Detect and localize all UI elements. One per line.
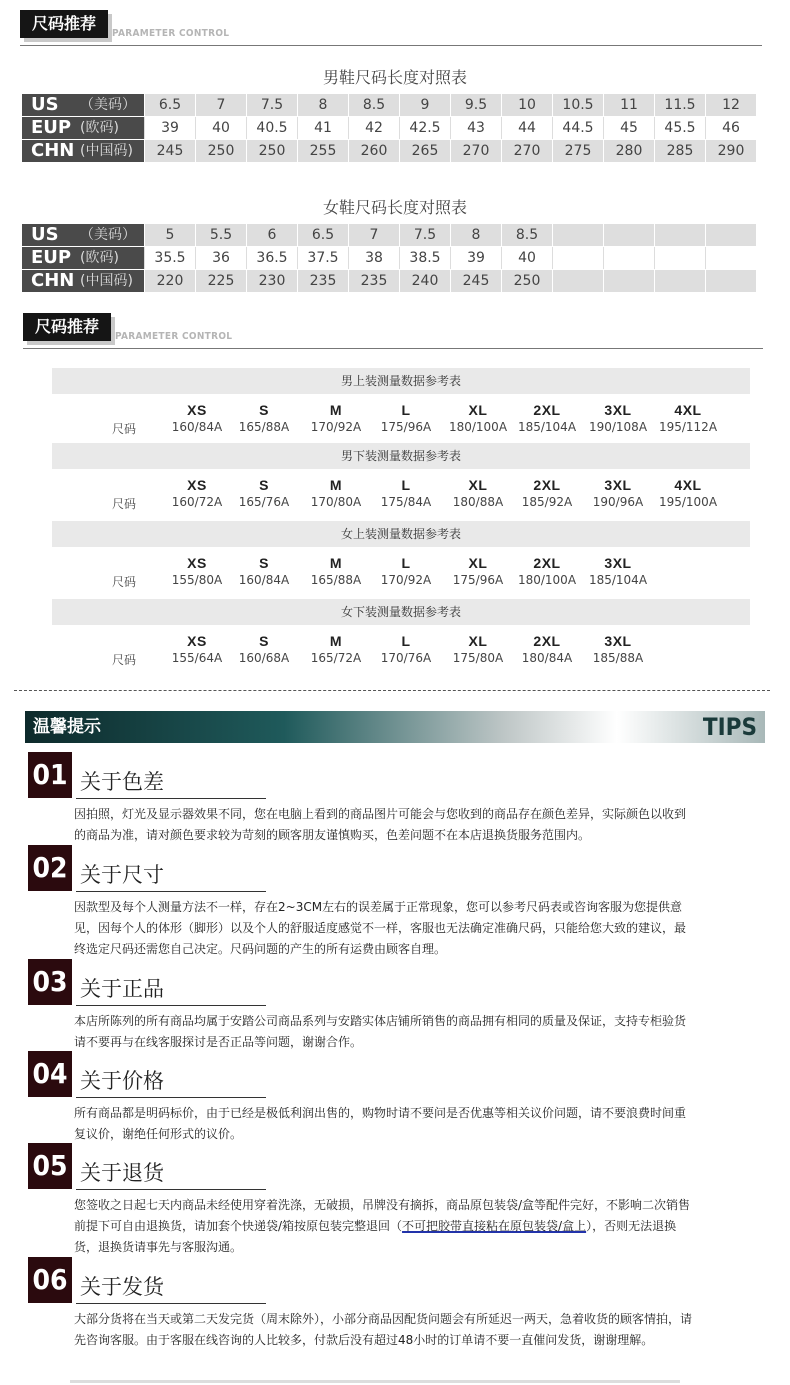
- size-column: [507, 477, 587, 509]
- shoe-row-us: [22, 224, 756, 247]
- women-shoe-table: [22, 224, 756, 293]
- cell: 42.5: [399, 117, 450, 139]
- tip-text: 大部分货将在当天或第二天发完货（周末除外），小部分商品因配货问题会有所延迟一两天，急着收货的顾客情拍，请先咨询客服。由于客服在线咨询的人比较多，付款后没有超过48小时的订单请不要一直催问发货，谢谢理解。: [74, 1312, 693, 1347]
- size-label: M: [329, 477, 343, 493]
- size-label: XL: [468, 402, 488, 418]
- men-shoe-title: 男鞋尺码长度对照表: [322, 68, 467, 87]
- size-measurement: 190/96A: [592, 495, 644, 509]
- size-measurement: 170/80A: [310, 495, 362, 509]
- size-row-label: 尺码: [112, 575, 137, 589]
- clothing-table-body: [52, 625, 750, 677]
- tip-underline: [76, 798, 266, 799]
- cell: 250: [195, 140, 246, 162]
- tip-heading: 关于发货: [80, 1275, 164, 1299]
- cell: 225: [195, 270, 246, 292]
- cell: [654, 270, 705, 292]
- size-measurement: 160/84A: [238, 573, 290, 587]
- men-shoe-table: [22, 94, 756, 163]
- tip-text-part: ），否则无法退换货，退换货请事先与客服沟通。: [74, 1219, 677, 1254]
- cell: 45: [603, 117, 654, 139]
- size-measurement: 165/72A: [310, 651, 362, 665]
- row-label: EUP (欧码): [22, 117, 144, 139]
- cell: 8.5: [348, 94, 399, 116]
- size-measurement: 160/84A: [171, 420, 223, 434]
- size-label: S: [259, 402, 269, 418]
- size-label: 3XL: [604, 402, 632, 418]
- size-label: 4XL: [674, 477, 702, 493]
- size-column: [224, 402, 304, 434]
- clothing-table-men-top: [52, 368, 750, 446]
- size-measurement: 180/84A: [521, 651, 573, 665]
- size-label: M: [329, 402, 343, 418]
- cell: 220: [144, 270, 195, 292]
- size-label: 4XL: [674, 402, 702, 418]
- tip-number: 04: [28, 1051, 72, 1097]
- size-column: [296, 555, 376, 587]
- size-column: [438, 633, 518, 665]
- tip-underline: [76, 1097, 266, 1098]
- cell: 43: [450, 117, 501, 139]
- cell: 9.5: [450, 94, 501, 116]
- tips-banner: [25, 711, 765, 743]
- row-cells: [144, 270, 756, 292]
- row-cells: [144, 224, 756, 246]
- size-measurement: 165/88A: [310, 573, 362, 587]
- cell: 10: [501, 94, 552, 116]
- size-column: [224, 633, 304, 665]
- shoe-row-eup: [22, 247, 756, 270]
- size-measurement: 175/96A: [380, 420, 432, 434]
- tip-number: 01: [28, 752, 72, 798]
- size-label: XS: [187, 555, 207, 571]
- size-column: [366, 633, 446, 665]
- cell: [552, 247, 603, 269]
- size-label: S: [259, 633, 269, 649]
- cell: 44: [501, 117, 552, 139]
- tip-text: 本店所陈列的所有商品均属于安踏公司商品系列与安踏实体店铺所销售的商品拥有相同的质量及保证，支持专柜验货请不要再与在线客服探讨是否正品等问题，谢谢合作。: [74, 1014, 687, 1049]
- tip-underline: [76, 891, 266, 892]
- section-header-clothing: [23, 313, 763, 349]
- cell: 9: [399, 94, 450, 116]
- size-label: L: [401, 402, 411, 418]
- cell: 240: [399, 270, 450, 292]
- tip-heading: 关于退货: [80, 1161, 164, 1185]
- cell: 10.5: [552, 94, 603, 116]
- row-cells: [144, 140, 756, 162]
- size-label: S: [259, 477, 269, 493]
- tip-number: 02: [28, 845, 72, 891]
- size-column: [438, 402, 518, 434]
- tip-underline: [76, 1189, 266, 1190]
- size-label: XS: [187, 477, 207, 493]
- size-label: M: [329, 555, 343, 571]
- section-badge: 尺码推荐: [20, 10, 108, 38]
- size-measurement: 160/72A: [171, 495, 223, 509]
- section-header-shoes: [20, 10, 762, 46]
- cell: 36: [195, 247, 246, 269]
- clothing-table-women-bottom: [52, 599, 750, 677]
- cell: 39: [144, 117, 195, 139]
- size-column: [224, 477, 304, 509]
- parameter-control-label: PARAMETER CONTROL: [115, 331, 233, 342]
- cell: 260: [348, 140, 399, 162]
- cell: 7: [348, 224, 399, 246]
- cell: 42: [348, 117, 399, 139]
- tips-en-label: TIPS: [702, 713, 757, 741]
- tip-heading: 关于尺寸: [80, 863, 164, 887]
- size-measurement: 180/100A: [448, 420, 508, 434]
- size-column: [438, 477, 518, 509]
- shoe-row-us: [22, 94, 756, 117]
- size-column: [366, 555, 446, 587]
- size-label: XL: [468, 555, 488, 571]
- tip-number: 03: [28, 959, 72, 1005]
- size-measurement: 165/76A: [238, 495, 290, 509]
- clothing-table-body: [52, 547, 750, 599]
- cell: [603, 247, 654, 269]
- size-measurement: 180/100A: [517, 573, 577, 587]
- cell: 8.5: [501, 224, 552, 246]
- tip-number: 06: [28, 1257, 72, 1303]
- cell: 290: [705, 140, 756, 162]
- cell: [603, 224, 654, 246]
- size-column: [224, 555, 304, 587]
- shoe-row-chn: [22, 140, 756, 163]
- size-measurement: 155/80A: [171, 573, 223, 587]
- tip-text: 因拍照，灯光及显示器效果不同，您在电脑上看到的商品图片可能会与您收到的商品存在颜色差异，实际颜色以收到的商品为准，请对颜色要求较为苛刻的顾客朋友谨慎购买，色差问题不在本店退换货服务范围内。: [74, 807, 687, 842]
- size-column: [578, 402, 658, 434]
- cell: 285: [654, 140, 705, 162]
- size-measurement: 160/68A: [238, 651, 290, 665]
- clothing-table-body: [52, 469, 750, 521]
- cell: [705, 270, 756, 292]
- cell: 44.5: [552, 117, 603, 139]
- tip-warning-underlined: 不可把胶带直接粘在原包装袋/盒上: [402, 1219, 587, 1233]
- tip-heading: 关于色差: [80, 770, 164, 794]
- size-measurement: 190/108A: [588, 420, 648, 434]
- size-row-label: 尺码: [112, 497, 137, 511]
- cell: 270: [501, 140, 552, 162]
- cell: 255: [297, 140, 348, 162]
- size-measurement: 175/96A: [452, 573, 504, 587]
- tip-heading: 关于价格: [80, 1069, 164, 1093]
- dashed-divider: [14, 690, 770, 691]
- cell: 245: [450, 270, 501, 292]
- cell: [603, 270, 654, 292]
- cell: 12: [705, 94, 756, 116]
- cell: 7: [195, 94, 246, 116]
- cell: 36.5: [246, 247, 297, 269]
- tip-underline: [76, 1303, 266, 1304]
- cell: 11.5: [654, 94, 705, 116]
- cell: 37.5: [297, 247, 348, 269]
- divider: [20, 45, 762, 46]
- cell: 40.5: [246, 117, 297, 139]
- clothing-table-title: 男上装测量数据参考表: [52, 368, 750, 394]
- clothing-table-body: [52, 394, 750, 446]
- tip-text-part: 您签收之日起七天内商品未经使用穿着洗涤，无破损，吊牌没有摘拆，商品原包装袋/盒等配件完好，不影响二次销售前提下可自由退换货，请加套个快递袋/箱按原包装完整退回（: [74, 1198, 691, 1233]
- cell: 250: [246, 140, 297, 162]
- cell: 235: [297, 270, 348, 292]
- row-label: CHN (中国码): [22, 270, 144, 292]
- cell: 270: [450, 140, 501, 162]
- cell: 8: [297, 94, 348, 116]
- size-label: 2XL: [533, 633, 561, 649]
- cell: 5.5: [195, 224, 246, 246]
- size-label: L: [401, 633, 411, 649]
- row-label: US （美码）: [22, 94, 144, 116]
- cell: 8: [450, 224, 501, 246]
- cell: [552, 270, 603, 292]
- size-column: [578, 477, 658, 509]
- size-label: XS: [187, 402, 207, 418]
- clothing-table-title: 女上装测量数据参考表: [52, 521, 750, 547]
- size-label: 2XL: [533, 402, 561, 418]
- size-column: [578, 555, 658, 587]
- cell: [705, 247, 756, 269]
- row-cells: [144, 94, 756, 116]
- size-label: 2XL: [533, 477, 561, 493]
- cell: 38: [348, 247, 399, 269]
- cell: 35.5: [144, 247, 195, 269]
- row-label: CHN (中国码): [22, 140, 144, 162]
- section-badge: 尺码推荐: [23, 313, 111, 341]
- size-column: [648, 477, 728, 509]
- cell: 6: [246, 224, 297, 246]
- size-label: XS: [187, 633, 207, 649]
- bottom-divider: [70, 1380, 680, 1383]
- row-label: US （美码）: [22, 224, 144, 246]
- clothing-table-men-bottom: [52, 443, 750, 521]
- cell: 280: [603, 140, 654, 162]
- size-measurement: 185/88A: [592, 651, 644, 665]
- tip-text: 因款型及每个人测量方法不一样，存在2~3CM左右的误差属于正常现象，您可以参考尺码表或咨询客服为您提供意见，因每个人的体形（脚形）以及个人的舒服适度感觉不一样，客服也无法确定准确尺码，只能给您大致的建议，最终选定尺码还需您自己决定。尺码问题的产生的所有运费由顾客自理。: [74, 900, 687, 956]
- row-label: EUP (欧码): [22, 247, 144, 269]
- size-column: [366, 477, 446, 509]
- size-column: [296, 402, 376, 434]
- cell: [552, 224, 603, 246]
- tip-underline: [76, 1005, 266, 1006]
- size-column: [507, 555, 587, 587]
- size-label: 3XL: [604, 555, 632, 571]
- cell: 7.5: [399, 224, 450, 246]
- size-measurement: 185/104A: [588, 573, 648, 587]
- clothing-table-women-top: [52, 521, 750, 599]
- cell: 6.5: [297, 224, 348, 246]
- size-measurement: 155/64A: [171, 651, 223, 665]
- cell: 250: [501, 270, 552, 292]
- cell: 5: [144, 224, 195, 246]
- cell: 41: [297, 117, 348, 139]
- tips-title: 温馨提示: [33, 717, 101, 737]
- size-label: XL: [468, 477, 488, 493]
- size-measurement: 185/92A: [521, 495, 573, 509]
- size-row-label: 尺码: [112, 653, 137, 667]
- size-column: [438, 555, 518, 587]
- size-column: [296, 477, 376, 509]
- size-measurement: 170/92A: [310, 420, 362, 434]
- tip-heading: 关于正品: [80, 977, 164, 1001]
- tip-text: [74, 1195, 694, 1258]
- row-cells: [144, 117, 756, 139]
- cell: 6.5: [144, 94, 195, 116]
- tip-text: 所有商品都是明码标价，由于已经是极低利润出售的，购物时请不要问是否优惠等相关议价问题，请不要浪费时间重复议价，谢绝任何形式的议价。: [74, 1106, 687, 1141]
- size-label: 2XL: [533, 555, 561, 571]
- size-label: M: [329, 633, 343, 649]
- size-measurement: 170/92A: [380, 573, 432, 587]
- shoe-row-eup: [22, 117, 756, 140]
- cell: 39: [450, 247, 501, 269]
- clothing-table-title: 男下装测量数据参考表: [52, 443, 750, 469]
- cell: 46: [705, 117, 756, 139]
- size-column: [648, 402, 728, 434]
- cell: 230: [246, 270, 297, 292]
- size-label: L: [401, 555, 411, 571]
- cell: 40: [501, 247, 552, 269]
- tip-number: 05: [28, 1143, 72, 1189]
- size-measurement: 185/104A: [517, 420, 577, 434]
- size-column: [507, 633, 587, 665]
- size-measurement: 195/100A: [658, 495, 718, 509]
- row-cells: [144, 247, 756, 269]
- size-label: 3XL: [604, 477, 632, 493]
- cell: 7.5: [246, 94, 297, 116]
- divider: [23, 348, 763, 349]
- size-label: 3XL: [604, 633, 632, 649]
- cell: 45.5: [654, 117, 705, 139]
- size-measurement: 175/84A: [380, 495, 432, 509]
- parameter-control-label: PARAMETER CONTROL: [112, 28, 230, 39]
- size-measurement: 170/76A: [380, 651, 432, 665]
- size-column: [366, 402, 446, 434]
- shoe-row-chn: [22, 270, 756, 293]
- cell: 235: [348, 270, 399, 292]
- size-row-label: 尺码: [112, 422, 137, 436]
- size-measurement: 165/88A: [238, 420, 290, 434]
- cell: 265: [399, 140, 450, 162]
- cell: [705, 224, 756, 246]
- size-label: L: [401, 477, 411, 493]
- cell: 245: [144, 140, 195, 162]
- size-label: S: [259, 555, 269, 571]
- cell: 11: [603, 94, 654, 116]
- cell: [654, 224, 705, 246]
- cell: 40: [195, 117, 246, 139]
- cell: 38.5: [399, 247, 450, 269]
- size-measurement: 195/112A: [658, 420, 718, 434]
- size-measurement: 175/80A: [452, 651, 504, 665]
- women-shoe-title: 女鞋尺码长度对照表: [322, 198, 467, 217]
- size-column: [507, 402, 587, 434]
- size-measurement: 180/88A: [452, 495, 504, 509]
- cell: [654, 247, 705, 269]
- size-label: XL: [468, 633, 488, 649]
- clothing-table-title: 女下装测量数据参考表: [52, 599, 750, 625]
- size-column: [578, 633, 658, 665]
- size-column: [296, 633, 376, 665]
- cell: 275: [552, 140, 603, 162]
